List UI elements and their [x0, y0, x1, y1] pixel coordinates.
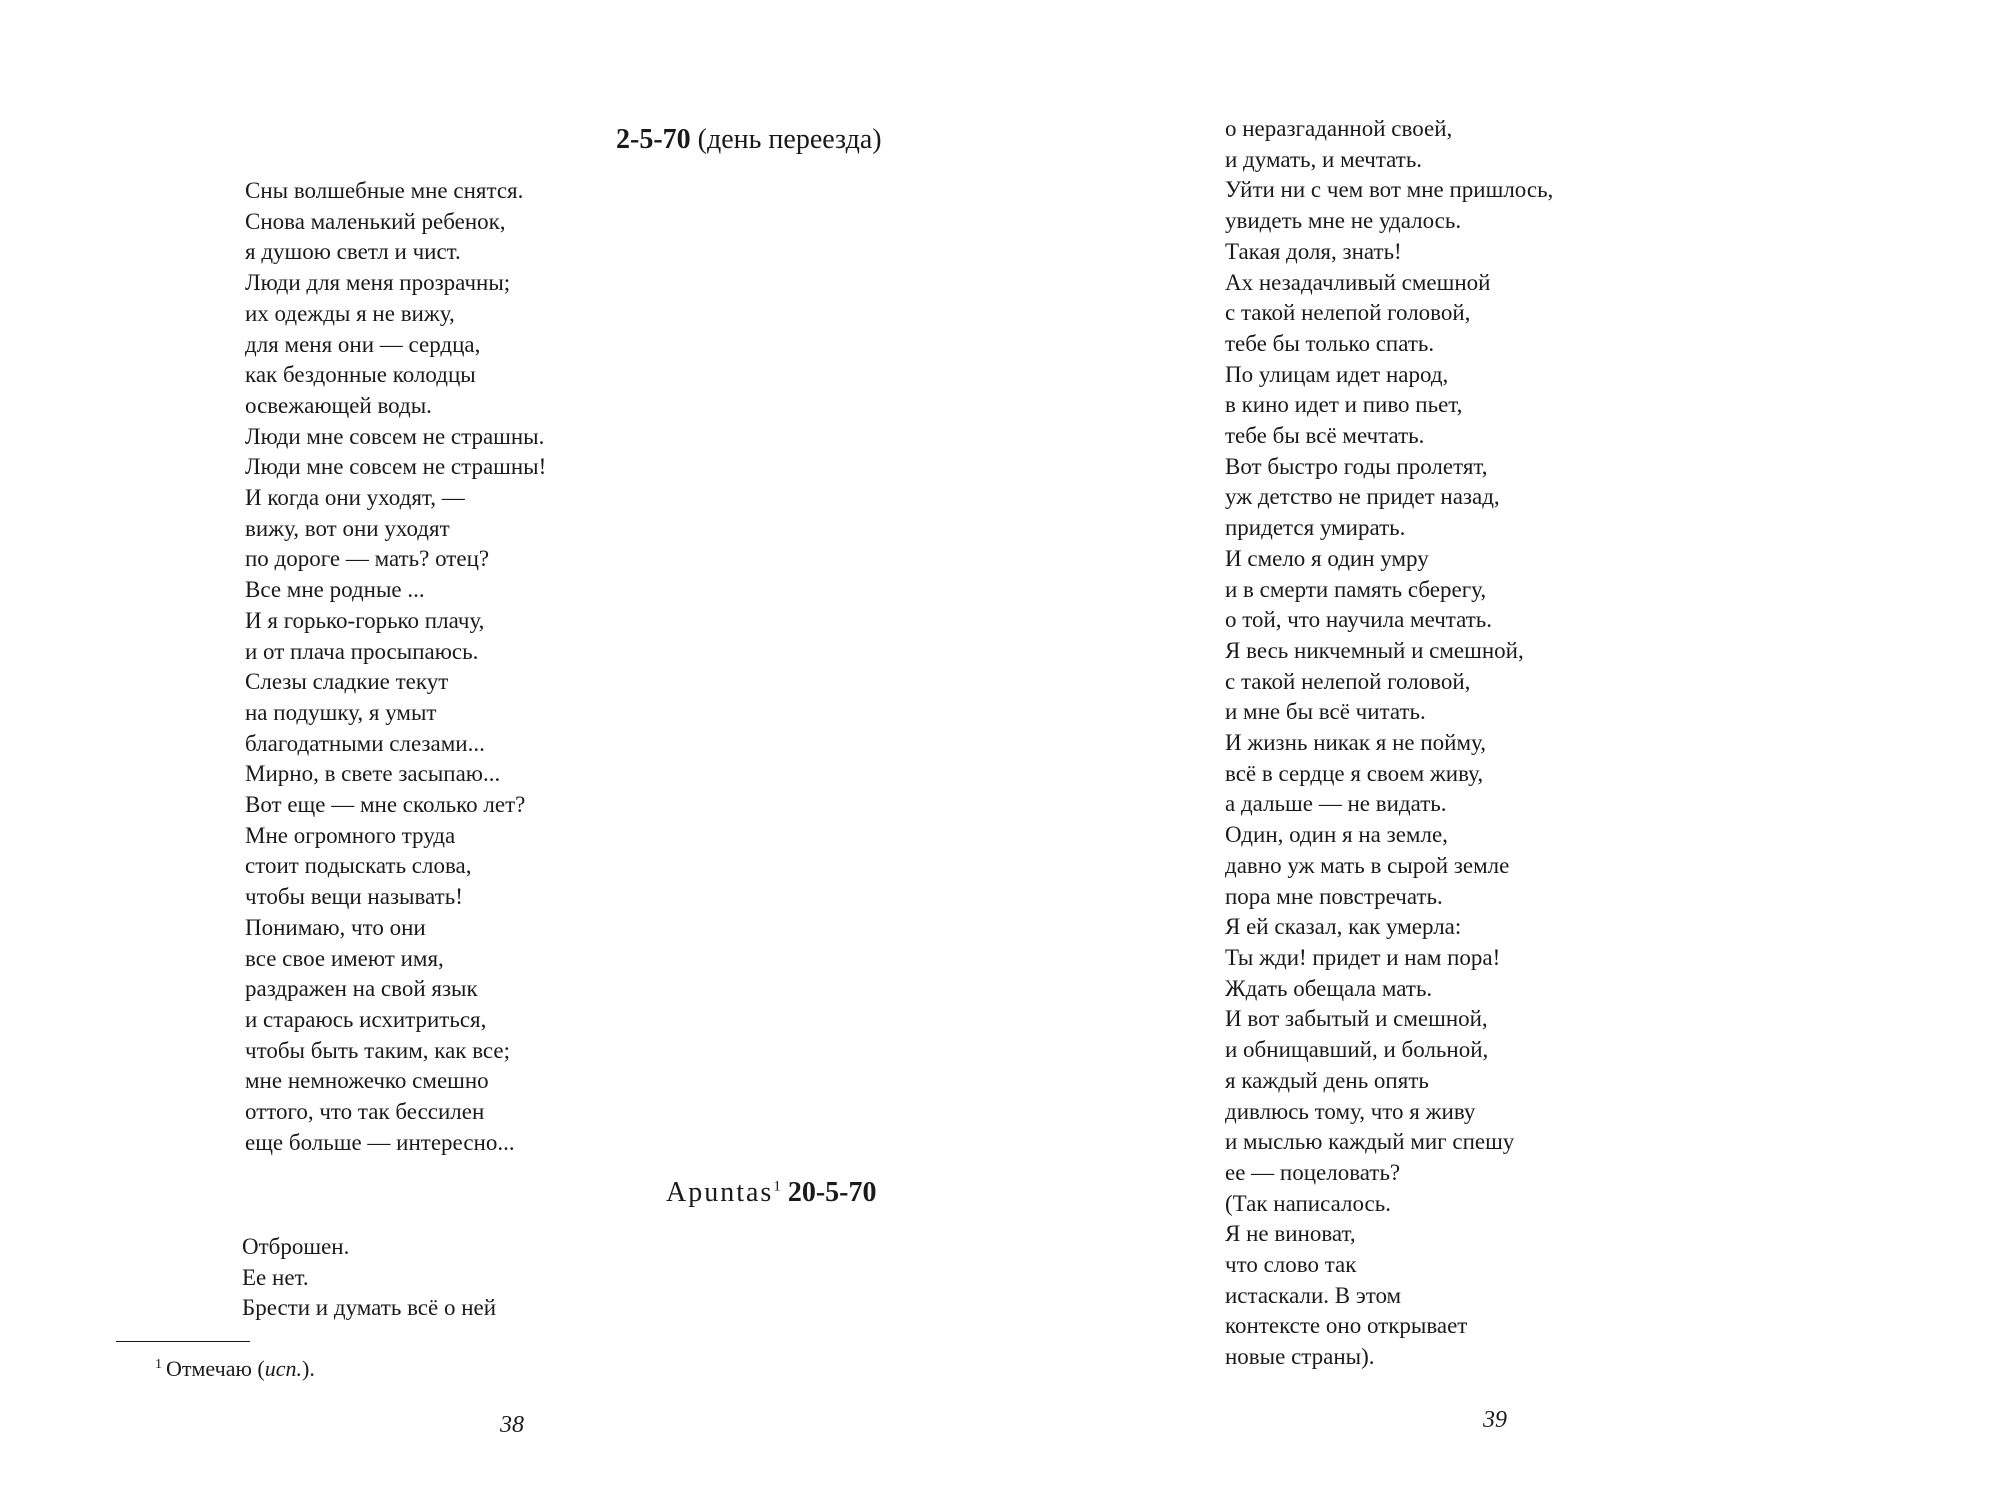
- verse-line: контексте оно открывает: [1225, 1313, 1468, 1339]
- verse-line: Вот еще — мне сколько лет?: [245, 792, 526, 818]
- verse-line: а дальше — не видать.: [1225, 791, 1447, 817]
- verse-line: придется умирать.: [1225, 515, 1406, 541]
- verse-line: о неразгаданной своей,: [1225, 116, 1453, 141]
- verse-line: Снова маленький ребенок,: [245, 208, 506, 234]
- verse-line: чтобы быть таким, как все;: [245, 1037, 511, 1063]
- verse-line: тебе бы всё мечтать.: [1225, 423, 1425, 449]
- verse-line: Отброшен.: [242, 1234, 350, 1259]
- verse-line: тебе бы только спать.: [1225, 330, 1435, 356]
- verse-line: Брести и думать всё о ней: [242, 1295, 497, 1321]
- verse-line: уж детство не придет назад,: [1225, 484, 1500, 510]
- poem-2-verse: [242, 1232, 496, 1324]
- poem-title-1: [616, 122, 882, 158]
- verse-line: с такой нелепой головой,: [1225, 300, 1471, 326]
- verse-line: Я не виноват,: [1225, 1221, 1356, 1247]
- verse-line: освежающей воды.: [245, 392, 432, 418]
- verse-line: Ах незадачливый смешной: [1225, 269, 1491, 295]
- poem-2-continued-verse: [1225, 114, 1553, 1373]
- poem-title-2: [666, 1175, 876, 1211]
- verse-line: увидеть мне не удалось.: [1225, 208, 1462, 234]
- verse-line: Люди мне совсем не страшны!: [245, 454, 547, 480]
- poem-1-verse: [245, 176, 546, 1159]
- verse-line: Такая доля, знать!: [1225, 238, 1402, 264]
- verse-line: стоит подыскать слова,: [245, 853, 472, 879]
- verse-line: Ждать обещала мать.: [1225, 975, 1433, 1001]
- verse-line: Все мне родные ...: [245, 577, 425, 603]
- verse-line: благодатными слезами...: [245, 730, 485, 756]
- verse-line: Ты жди! придет и нам пора!: [1225, 944, 1501, 970]
- verse-line: для меня они — сердца,: [245, 331, 481, 357]
- verse-line: (Так написалось.: [1225, 1190, 1391, 1216]
- verse-line: истаскали. В этом: [1225, 1282, 1402, 1308]
- verse-line: И вот забытый и смешной,: [1225, 1006, 1488, 1032]
- verse-line: Люди для меня прозрачны;: [245, 270, 511, 296]
- verse-line: Мне огромного труда: [245, 822, 456, 848]
- verse-line: все свое имеют имя,: [245, 945, 444, 971]
- verse-line: мне немножечко смешно: [245, 1068, 489, 1094]
- verse-line: Я ей сказал, как умерла:: [1225, 914, 1462, 940]
- verse-line: и стараюсь исхитриться,: [245, 1006, 487, 1032]
- verse-line: ее — поцеловать?: [1225, 1159, 1401, 1185]
- footnote-reference-mark: 1: [773, 1178, 781, 1195]
- page-number-right: 39: [1483, 1407, 1507, 1433]
- verse-line: И я горько-горько плачу,: [245, 607, 485, 633]
- verse-line: Ее нет.: [242, 1264, 309, 1290]
- verse-line: вижу, вот они уходят: [245, 515, 450, 541]
- footnote: [155, 1355, 315, 1383]
- verse-line: и от плача просыпаюсь.: [245, 638, 479, 664]
- verse-line: и мне бы всё читать.: [1225, 699, 1426, 725]
- verse-line: что слово так: [1225, 1252, 1357, 1278]
- verse-line: и в смерти память сберегу,: [1225, 576, 1487, 602]
- verse-line: и мыслью каждый миг спешу: [1225, 1129, 1515, 1155]
- verse-line: Понимаю, что они: [245, 914, 426, 940]
- verse-line: По улицам идет народ,: [1225, 361, 1449, 387]
- verse-line: чтобы вещи называть!: [245, 884, 463, 910]
- verse-line: их одежды я не вижу,: [245, 300, 455, 326]
- verse-line: И жизнь никак я не пойму,: [1225, 730, 1486, 756]
- verse-line: как бездонные колодцы: [245, 362, 476, 388]
- verse-line: давно уж мать в сырой земле: [1225, 852, 1510, 878]
- verse-line: еще больше — интересно...: [245, 1129, 515, 1155]
- verse-line: на подушку, я умыт: [245, 699, 437, 725]
- verse-line: и думать, и мечтать.: [1225, 146, 1423, 172]
- footnote-text-after: ).: [302, 1356, 315, 1381]
- verse-line: по дороге — мать? отец?: [245, 546, 490, 572]
- verse-line: Сны волшебные мне снятся.: [245, 178, 524, 203]
- verse-line: И смело я один умру: [1225, 545, 1429, 571]
- verse-line: оттого, что так бессилен: [245, 1099, 485, 1125]
- verse-line: о той, что научила мечтать.: [1225, 607, 1493, 633]
- verse-line: я каждый день опять: [1225, 1067, 1429, 1093]
- verse-line: Слезы сладкие текут: [245, 669, 449, 695]
- verse-line: новые страны).: [1225, 1344, 1375, 1370]
- verse-line: всё в сердце я своем живу,: [1225, 760, 1484, 786]
- poem-title-1-note: (день переезда): [697, 124, 882, 155]
- footnote-divider: [116, 1341, 250, 1342]
- footnote-text-before: Отмечаю (: [166, 1356, 265, 1381]
- verse-line: Я весь никчемный и смешной,: [1225, 637, 1524, 663]
- verse-line: И когда они уходят, —: [245, 485, 465, 511]
- verse-line: Мирно, в свете засыпаю...: [245, 761, 501, 787]
- right-page: [1000, 0, 2000, 1509]
- verse-line: я душою светл и чист.: [245, 239, 461, 265]
- verse-line: пора мне повстречать.: [1225, 883, 1443, 909]
- verse-line: Люди мне совсем не страшны.: [245, 423, 545, 449]
- verse-line: с такой нелепой головой,: [1225, 668, 1471, 694]
- footnote-text-italic: исп.: [264, 1356, 302, 1381]
- verse-line: и обнищавший, и больной,: [1225, 1037, 1489, 1063]
- verse-line: Один, один я на земле,: [1225, 822, 1448, 848]
- page-number-left: 38: [500, 1412, 524, 1438]
- poem-title-2-word: Apuntas: [666, 1177, 774, 1208]
- verse-line: раздражен на свой язык: [245, 976, 478, 1002]
- verse-line: Вот быстро годы пролетят,: [1225, 453, 1488, 479]
- verse-line: дивлюсь тому, что я живу: [1225, 1098, 1476, 1124]
- poem-title-1-date: 2-5-70: [616, 124, 691, 155]
- poem-title-2-date: 20-5-70: [787, 1177, 877, 1208]
- footnote-mark: 1: [155, 1356, 162, 1372]
- verse-line: в кино идет и пиво пьет,: [1225, 392, 1463, 418]
- verse-line: Уйти ни с чем вот мне пришлось,: [1225, 177, 1554, 203]
